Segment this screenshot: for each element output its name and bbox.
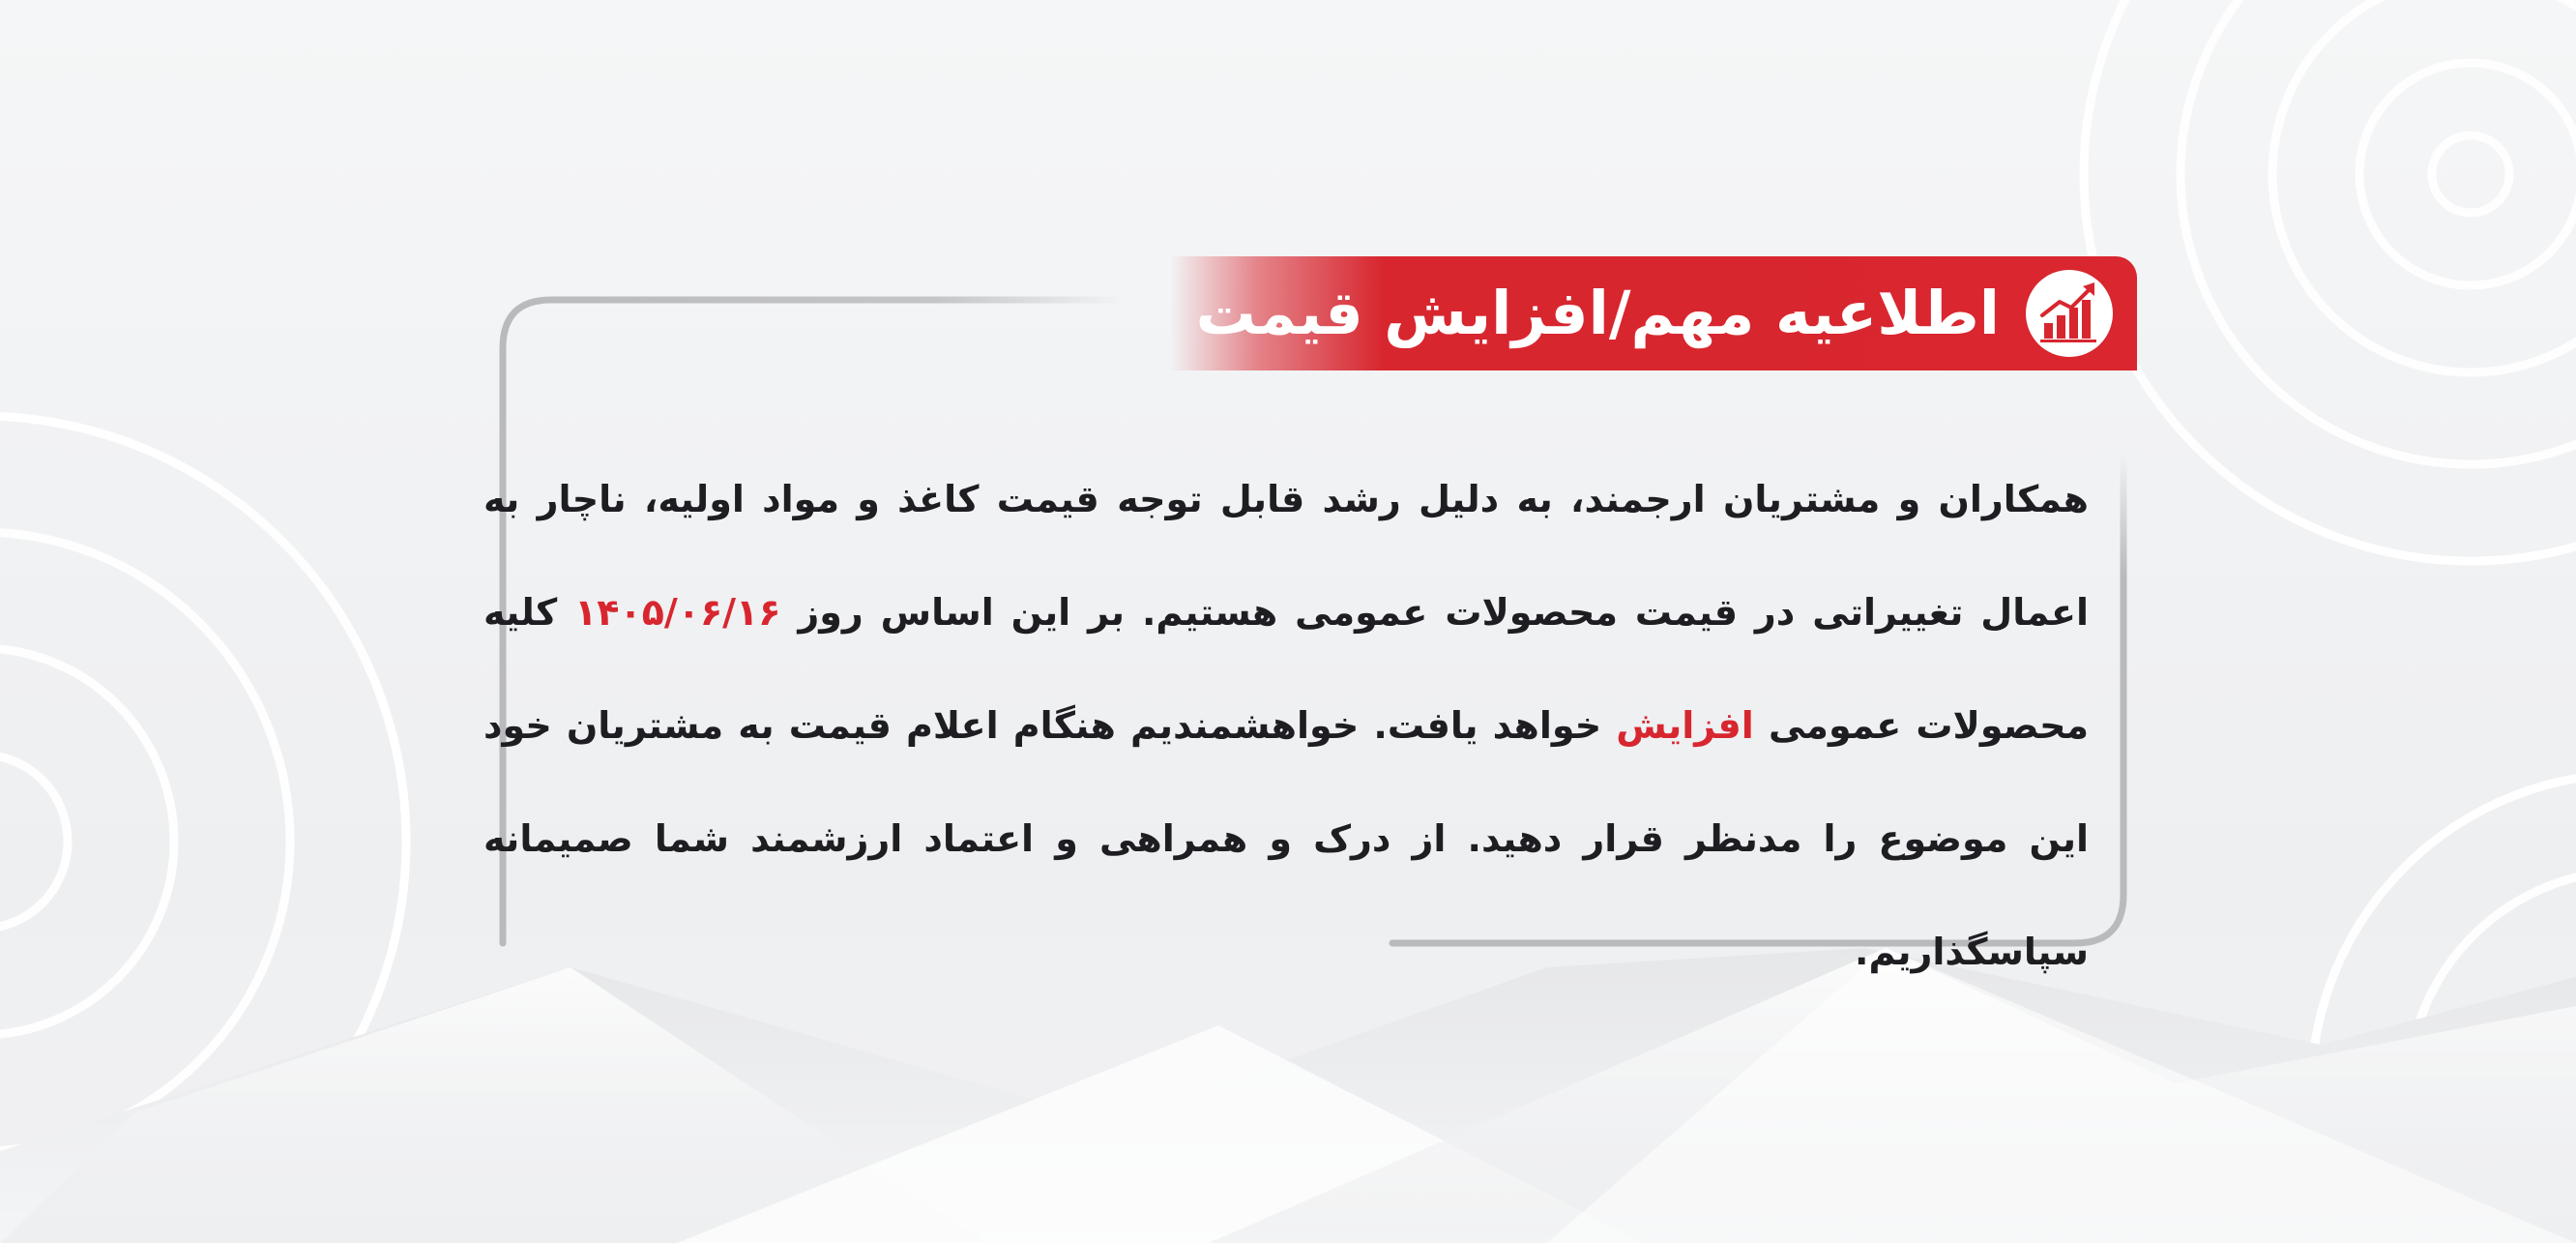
growth-chart-icon bbox=[2023, 267, 2116, 360]
notice-text-part1: همکاران و مشتریان ارجمند، به دلیل رشد قابل توجه قیمت کاغذ و مواد اولیه، ناچار به اعمال تغییراتی در قیمت محصولات عمومی هستیم. بر این اساس روز bbox=[483, 478, 2089, 634]
effective-date: ۱۴۰۵/۰۶/۱۶ bbox=[574, 591, 781, 634]
notice-text-part2: کلیه محصولات عمومی bbox=[483, 591, 2090, 747]
page-title: اطلاعیه مهم/افزایش قیمت bbox=[1195, 278, 2000, 348]
notice-text-part3: خواهد یافت. خواهشمندیم هنگام اعلام قیمت به مشتریان خود این موضوع را مدنظر قرار دهید. از درک و همراهی و اعتماد ارزشمند شما صمیمانه سپاسگذاریم. bbox=[483, 704, 2089, 973]
notice-text bbox=[483, 443, 2089, 1009]
increase-highlight: افزایش bbox=[1616, 704, 1754, 747]
title-banner bbox=[1170, 256, 2137, 370]
